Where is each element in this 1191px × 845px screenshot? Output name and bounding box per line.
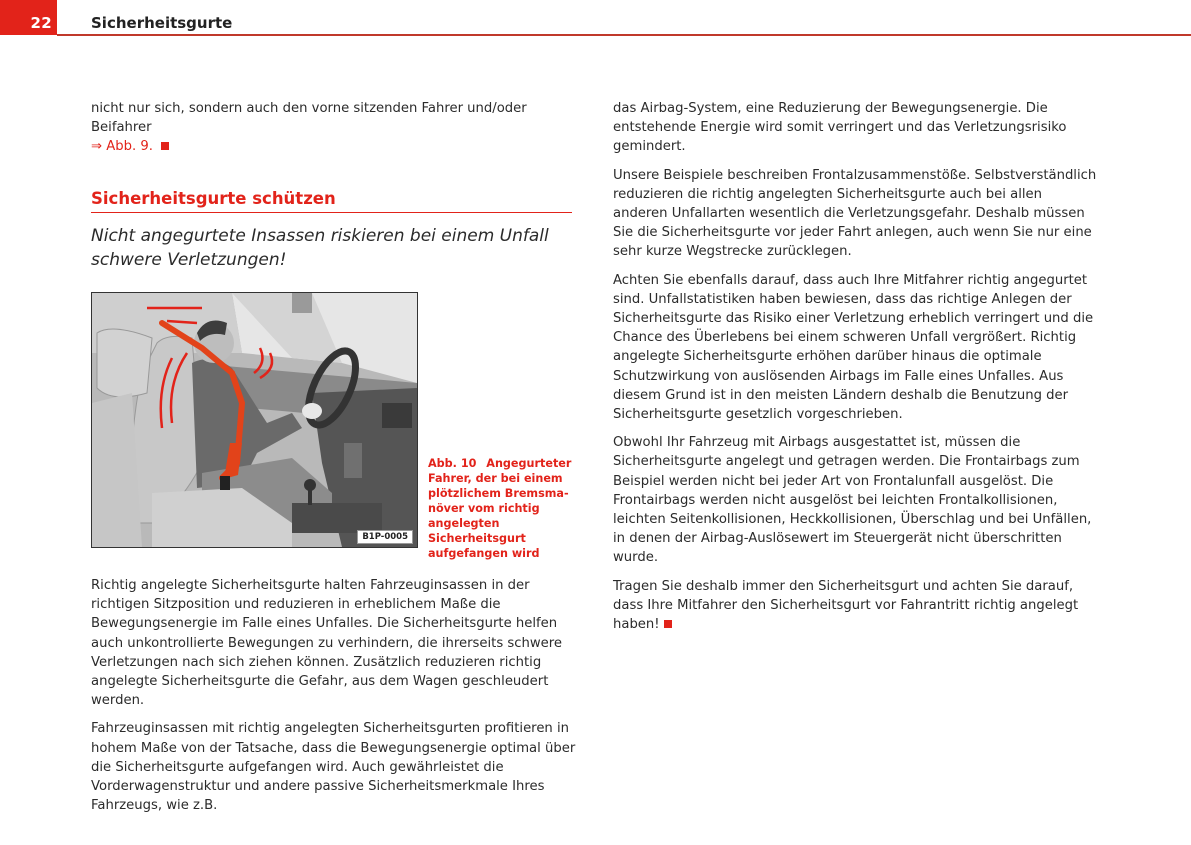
body-paragraph: Fahrzeuginsassen mit richtig angelegten Sicherheitsgurten profitieren in hohem Maße von der Tatsache, dass die Bewegungsenergie optimal über die Sicherheitsgurte aufgefangen wird. Auch gewährleistet die Vorderwagenstruktur und andere passive Sicherheitsmerkmale Ihres Fahrzeugs, wie z.B. bbox=[91, 721, 576, 814]
belted-driver-illustration bbox=[92, 293, 417, 547]
figure-link-abb-9[interactable]: ⇒ Abb. 9. bbox=[91, 139, 153, 155]
left-column-body bbox=[91, 576, 576, 824]
right-column-body bbox=[613, 99, 1098, 643]
section-end-icon bbox=[664, 620, 672, 628]
page-number-block bbox=[0, 0, 57, 35]
left-column-intro bbox=[91, 99, 576, 166]
body-paragraph: Richtig angelegte Sicherheitsgurte halten Fahrzeuginsassen in der richtigen Sitzposition und reduzieren in erheblichem Maße die Bewegungsenergie im Falle eines Unfalles. Die Sicherheitsgurte helfen auch unkontrollierte Bewegungen zu verhindern, die ihrerseits schwere Verletzungen nach sich ziehen können. Zusätzlich reduzieren richtig angelegte Sicherheitsgurte die Gefahr, aus dem Wagen geschleudert werden. bbox=[91, 578, 563, 709]
body-paragraph: Obwohl Ihr Fahrzeug mit Airbags ausgestattet ist, müssen die Sicherheitsgurte angelegt und getragen werden. Die Frontairbags zum Beispiel werden nicht bei jeder Art von Frontalunfall ausgelöst. Die Frontairbags werden nicht ausgelöst bei leichten Frontalkollisionen, leichten Seitenkollisionen, Heckkollisionen, Überschlag und bei Unfällen, in denen der Airbag-Auslösewert im Steuergerät nicht überschritten wurde. bbox=[613, 435, 1092, 566]
body-paragraph-final bbox=[613, 577, 1098, 635]
body-paragraph: Unsere Beispiele beschreiben Frontalzusammenstöße. Selbstverständlich reduzieren die richtig angelegten Sicherheitsgurte auch bei allen anderen Unfallarten wesentlich die Verletzungsgefahr. Deshalb müssen Sie die Sicherheitsgurte vor jeder Fahrt anlegen, auch wenn Sie nur eine sehr kurze Wegstrecke zurücklegen. bbox=[613, 167, 1097, 260]
figure-caption bbox=[428, 456, 578, 561]
figure-belted-driver bbox=[91, 292, 418, 548]
header-divider bbox=[57, 34, 1191, 36]
body-paragraph: Achten Sie ebenfalls darauf, dass auch Ihre Mitfahrer richtig angegurtet sind. Unfallstatistiken haben bewiesen, dass das richtige Anlegen der Sicherheitsgurte das Risiko einer Verletzung erheblich verringert und die Chance des Überlebens bei einem schweren Unfall vergrößert. Richtig angelegte Sicherheitsgurte erhöhen darüber hinaus die optimale Schutzwirkung von auslösenden Airbags im Falle eines Unfalles. Aus diesem Grund ist in den meisten Ländern deshalb die Benutzung der Sicherheitsgurte gesetzlich vorgeschrieben. bbox=[613, 272, 1094, 423]
page-number: 22 bbox=[30, 14, 52, 32]
section-lead: Nicht angegurtete Insassen riskieren bei einem Unfall schwere Verletzungen! bbox=[91, 226, 549, 270]
final-paragraph-text: Tragen Sie deshalb immer den Sicherheitsgurt und achten Sie darauf, dass Ihre Mitfahrer den Sicherheitsgurt vor Fahrantritt richtig angelegt haben! bbox=[613, 578, 1079, 633]
intro-text: nicht nur sich, sondern auch den vorne sitzenden Fahrer und/oder Beifahrer bbox=[91, 101, 527, 136]
section-end-icon bbox=[161, 142, 169, 150]
section-title: Sicherheitsgurte schützen bbox=[91, 189, 572, 213]
figure-caption-label: Abb. 10 bbox=[428, 457, 477, 470]
body-paragraph: das Airbag-System, eine Reduzierung der Bewegungsenergie. Die entstehende Energie wird somit verringert und das Verletzungsrisiko gemindert. bbox=[613, 101, 1067, 155]
chapter-title: Sicherheitsgurte bbox=[91, 14, 233, 32]
figure-code: B1P-0005 bbox=[357, 530, 413, 544]
figure-caption-text: Angegurteter Fahrer, der bei einem plötzlichem Bremsmanöver vom richtig angelegten Sicherheitsgurt aufgefangen wird bbox=[428, 457, 572, 560]
intro-paragraph bbox=[91, 99, 576, 157]
